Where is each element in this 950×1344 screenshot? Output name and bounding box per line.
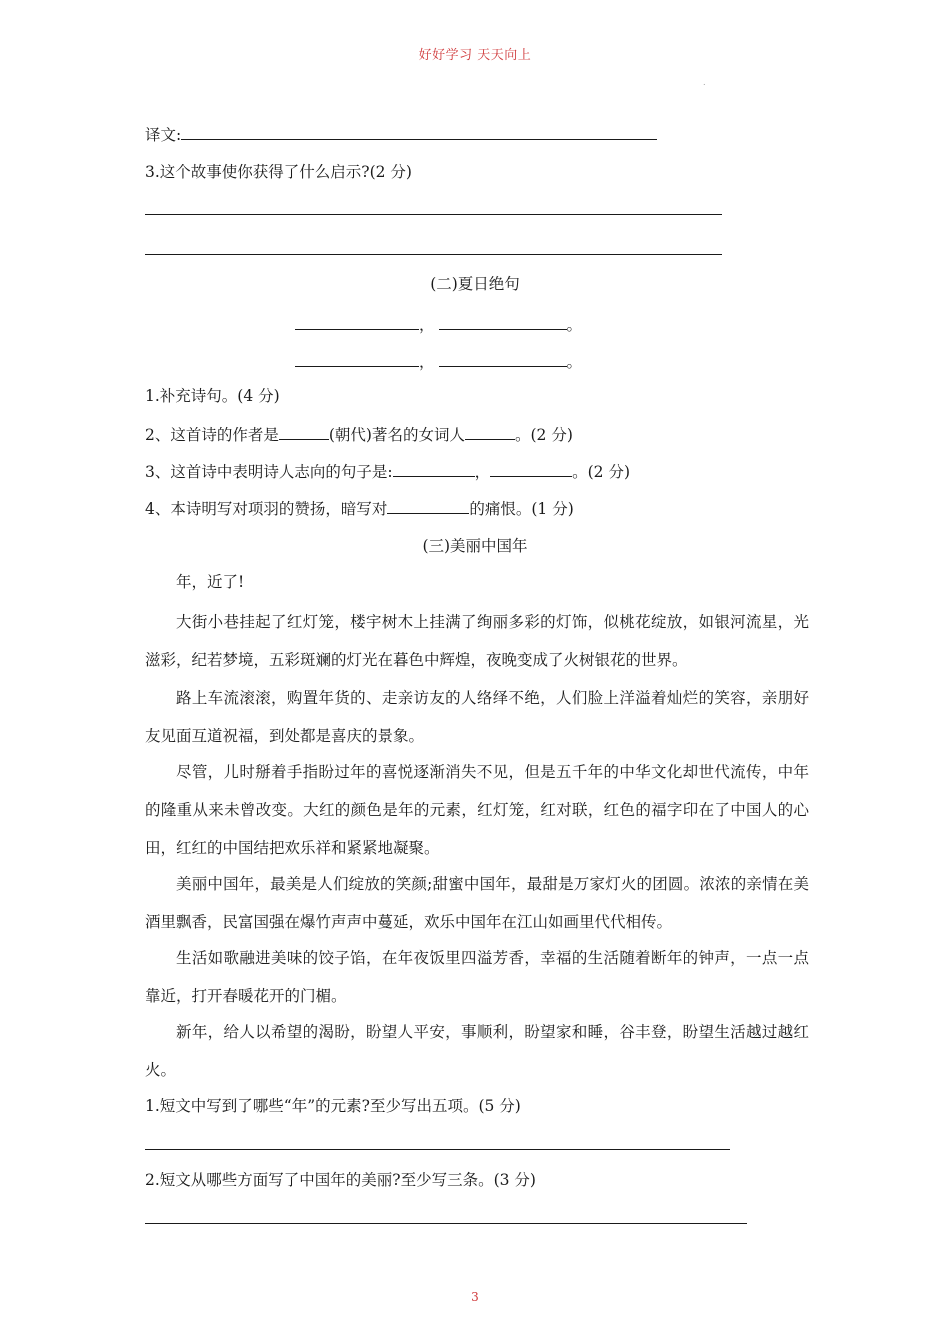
answer-line[interactable] [145,1149,730,1150]
poem-blank[interactable] [439,351,567,367]
poem-line-1: ， 。 [295,314,582,335]
answer-line[interactable] [145,254,722,255]
dynasty-blank[interactable] [279,424,329,440]
paragraph: 年，近了! [176,573,245,591]
question-1-3: 3.这个故事使你获得了什么启示?(2 分) [145,163,412,181]
translation-row [145,124,657,145]
question-2-3: 3、这首诗中表明诗人志向的句子是: ， 。(2 分) [145,463,630,481]
poem-blank[interactable] [295,314,419,330]
paragraph: 尽管，儿时掰着手指盼过年的喜悦逐渐消失不见，但是五千年的中华文化却世代流传，中年的隆重从来未曾改变。大红的颜色是年的元素，红灯笼，红对联，红色的福字印在了中国人的心田，红红的中国结把欢乐祥和紧紧地凝聚。 [145,763,809,857]
hatred-blank[interactable] [387,498,469,514]
poem-blank[interactable] [295,351,419,367]
answer-line[interactable] [145,1223,747,1224]
question-2-1: 1.补充诗句。(4 分) [145,387,280,405]
poet-blank[interactable] [465,424,515,440]
poem-line-2: ， 。 [295,351,582,372]
paragraph: 美丽中国年，最美是人们绽放的笑颜;甜蜜中国年，最甜是万家灯火的团圆。浓浓的亲情在美酒里飘香，民富国强在爆竹声声中蔓延，欢乐中国年在江山如画里代代相传。 [145,875,809,931]
answer-line[interactable] [145,214,722,215]
section-2-title: (二)夏日绝句 [430,275,520,293]
page-header: 好好学习 天天向上 [418,48,532,63]
question-2-4: 4、本诗明写对项羽的赞扬，暗写对 的痛恨。(1 分) [145,500,574,518]
paragraph: 生活如歌融进美味的饺子馅，在年夜饭里四溢芳香，幸福的生活随着断年的钟声，一点一点靠近，打开春暖花开的门楣。 [145,949,809,1005]
translation-answer-blank[interactable] [181,124,657,140]
paragraph: 新年，给人以希望的渴盼，盼望人平安，事顺利，盼望家和睡，谷丰登，盼望生活越过越红火。 [145,1023,809,1079]
question-3-1: 1.短文中写到了哪些“年”的元素?至少写出五项。(5 分) [145,1097,521,1115]
ambition-blank[interactable] [393,461,475,477]
question-3-2: 2.短文从哪些方面写了中国年的美丽?至少写三条。(3 分) [145,1171,536,1189]
question-2-2: 2、这首诗的作者是 (朝代)著名的女词人 。(2 分) [145,426,573,444]
page-number: 3 [471,1290,479,1304]
ambition-blank[interactable] [490,461,572,477]
poem-blank[interactable] [439,314,567,330]
paragraph: 路上车流滚滚，购置年货的、走亲访友的人络绎不绝，人们脸上洋溢着灿烂的笑容，亲朋好友见面互道祝福，到处都是喜庆的景象。 [145,689,809,745]
translation-label: 译文: [145,126,182,144]
paragraph: 大街小巷挂起了红灯笼，楼宇树木上挂满了绚丽多彩的灯饰，似桃花绽放，如银河流星，光滋彩，纪若梦境，五彩斑斓的灯光在暮色中辉煌，夜晚变成了火树银花的世界。 [145,613,809,669]
decorative-dot: . [703,78,706,87]
section-3-title: (三)美丽中国年 [422,537,528,555]
